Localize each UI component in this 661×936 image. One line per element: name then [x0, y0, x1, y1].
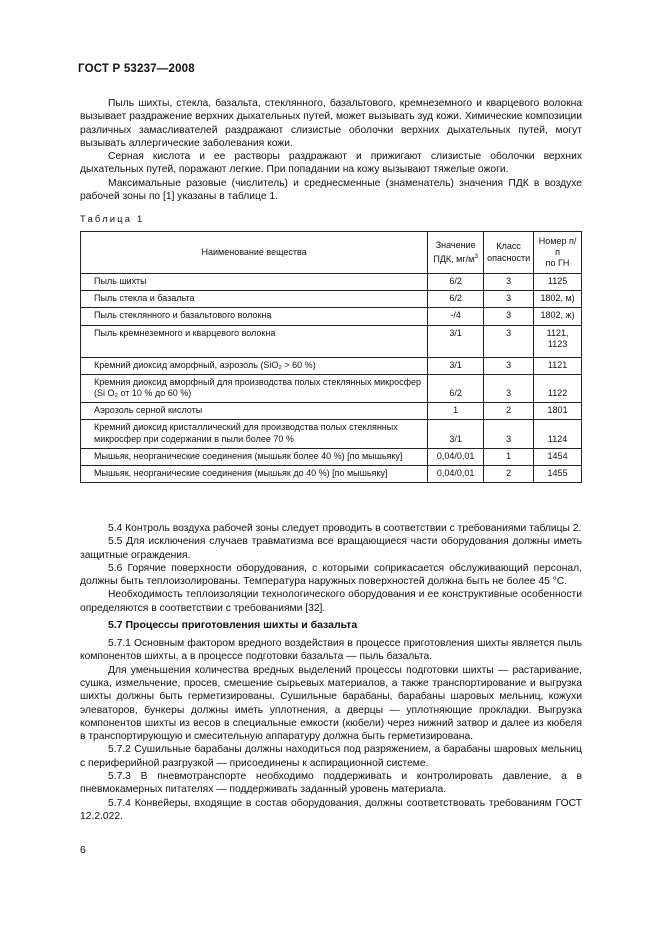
header-gn-number: Номер п/п по ГН: [534, 232, 582, 274]
cell-gn: 1122: [534, 374, 582, 402]
section-title: 5.7 Процессы приготовления шихты и базальта: [108, 619, 358, 632]
table-row: [81, 325, 582, 357]
cell-class: 1: [484, 448, 534, 465]
cell-gn: 1124: [534, 420, 582, 448]
cell-class: 3: [484, 308, 534, 325]
cell-pdk: 0,04/0,01: [428, 466, 484, 483]
cell-class: 3: [484, 374, 534, 402]
document-header: ГОСТ Р 53237—2008: [78, 63, 195, 75]
table-row: [81, 420, 582, 448]
paragraph: 5.7.4 Конвейеры, входящие в состав оборудования, должны соответствовать требованиям ГОСТ 12.2.022.: [80, 797, 582, 822]
paragraph: Максимальные разовые (числитель) и среднесменные (знаменатель) значения ПДК в воздухе рабочей зоны по [1] указаны в таблице 1.: [80, 177, 582, 203]
paragraph: Для уменьшения количества вредных выделений процессы подготовки шихты — растаривание, сушка, измельчение, просев, смешение сырьевых материалов, а также транспортирование и выгрузка шихты должны быть герметизированы. Сушильные барабаны, барабаны шаровых мельниц, кожухи элеваторов, бункеры должны иметь уплотнения, а дверцы — уплотняющие прокладки. Выгрузка компонентов шихты из весов в специальные емкости (кюбели) через нижний затвор и далее из кюбеля в транспортирующую и смесительную аппаратуру должна быть герметизирована.: [80, 664, 582, 743]
table-row: [81, 308, 582, 325]
cell-class: 3: [484, 274, 534, 291]
cell-name: Кремния диоксид аморфный для производства полых стеклянных микросфер (Si O₂ от 10 % до 60 %): [81, 374, 428, 402]
paragraph: 5.6 Горячие поверхности оборудования, с которыми соприкасается обслуживающий персонал, должны быть теплоизолированы. Температура наружных поверхностей должна быть не более 45 °С.: [80, 562, 582, 588]
cell-pdk: -/4: [428, 308, 484, 325]
cell-class: 2: [484, 466, 534, 483]
paragraph: 5.7.2 Сушильные барабаны должны находиться под разряжением, а барабаны шаровых мельниц с периферийной разгрузкой — присоединены к аспирационной системе.: [80, 744, 582, 769]
cell-name: Пыль стеклянного и базальтового волокна: [81, 308, 428, 325]
intro-text: [80, 97, 582, 203]
paragraph: 5.7.3 В пневмотранспорте необходимо поддерживать и контролировать давление, а в пневмокамерных питателях — поддерживать заданный уровень материала.: [80, 771, 582, 796]
cell-pdk: 1: [428, 403, 484, 420]
table-row: [81, 466, 582, 483]
cell-gn: 1802, ж): [534, 308, 582, 325]
table-row: [81, 448, 582, 465]
cell-pdk: 6/2: [428, 374, 484, 402]
cell-name: Кремний диоксид кристаллический для производства полых стеклянных микросфер при содержании в пыли более 70 %: [81, 420, 428, 448]
table-row: [81, 374, 582, 402]
cell-gn: 1801: [534, 403, 582, 420]
cell-name: Пыль кремнеземного и кварцевого волокна: [81, 325, 428, 357]
paragraph: Необходимость теплоизоляции технологического оборудования и ее конструктивные особенности определяются в соответствии с требованиями [32].: [80, 589, 582, 614]
table-header-row: [81, 232, 582, 274]
table-caption: Таблица 1: [80, 213, 145, 224]
cell-gn: 1121, 1123: [534, 325, 582, 357]
paragraph: 5.4 Контроль воздуха рабочей зоны следует проводить в соответствии с требованиями таблицы 2.: [108, 523, 582, 534]
cell-pdk: 3/1: [428, 420, 484, 448]
header-substance-name: Наименование вещества: [81, 232, 428, 274]
table-row: [81, 357, 582, 374]
cell-gn: 1802, м): [534, 291, 582, 308]
cell-class: 3: [484, 420, 534, 448]
paragraph: Пыль шихты, стекла, базальта, стеклянного, базальтового, кремнеземного и кварцевого волокна вызывает раздражение верхних дыхательных путей, может вызывать зуд кожи. Химические композиции различных замасливателей раздражают слизистые оболочки верхних дыхательных путей, могут вызывать аллергические заболевания кожи.: [80, 98, 582, 149]
paragraph: Серная кислота и ее растворы раздражают и прижигают слизистые оболочки верхних дыхательных путей, поражают легкие. При попадании на кожу вызывают тяжелые ожоги.: [80, 151, 582, 176]
cell-name: Аэрозоль серной кислоты: [81, 403, 428, 420]
cell-name: Мышьяк, неорганические соединения (мышьяк более 40 %) [по мышьяку]: [81, 448, 428, 465]
cell-pdk: 6/2: [428, 274, 484, 291]
cell-class: 2: [484, 403, 534, 420]
cell-gn: 1125: [534, 274, 582, 291]
header-pdk: Значение ПДК, $мг/м^3$: [428, 232, 484, 274]
cell-pdk: 0,04/0,01: [428, 448, 484, 465]
cell-name: Пыль шихты: [81, 274, 428, 291]
table-row: [81, 403, 582, 420]
main-text: [80, 522, 582, 823]
header-hazard-class: Класс опасности: [484, 232, 534, 274]
cell-class: 3: [484, 325, 534, 357]
cell-name: Мышьяк, неорганические соединения (мышьяк до 40 %) [по мышьяку]: [81, 466, 428, 483]
cell-gn: 1455: [534, 466, 582, 483]
cell-pdk: 3/1: [428, 325, 484, 357]
cell-class: 3: [484, 357, 534, 374]
table-row: [81, 291, 582, 308]
cell-gn: 1121: [534, 357, 582, 374]
cell-class: 3: [484, 291, 534, 308]
cell-name: Кремний диоксид аморфный, аэрозоль (SiO₂ > 60 %): [81, 357, 428, 374]
paragraph: 5.5 Для исключения случаев травматизма все вращающиеся части оборудования должны иметь защитные ограждения.: [80, 536, 582, 561]
cell-pdk: 6/2: [428, 291, 484, 308]
cell-name: Пыль стекла и базальта: [81, 291, 428, 308]
cell-pdk: 3/1: [428, 357, 484, 374]
page-number: 6: [80, 844, 86, 856]
cell-gn: 1454: [534, 448, 582, 465]
paragraph: 5.7.1 Основным фактором вредного воздействия в процессе приготовления шихты является пыль компонентов шихты, а в процессе подготовки базальта — пыль базальта.: [80, 638, 582, 663]
pdk-table: [80, 231, 582, 483]
table-row: [81, 274, 582, 291]
